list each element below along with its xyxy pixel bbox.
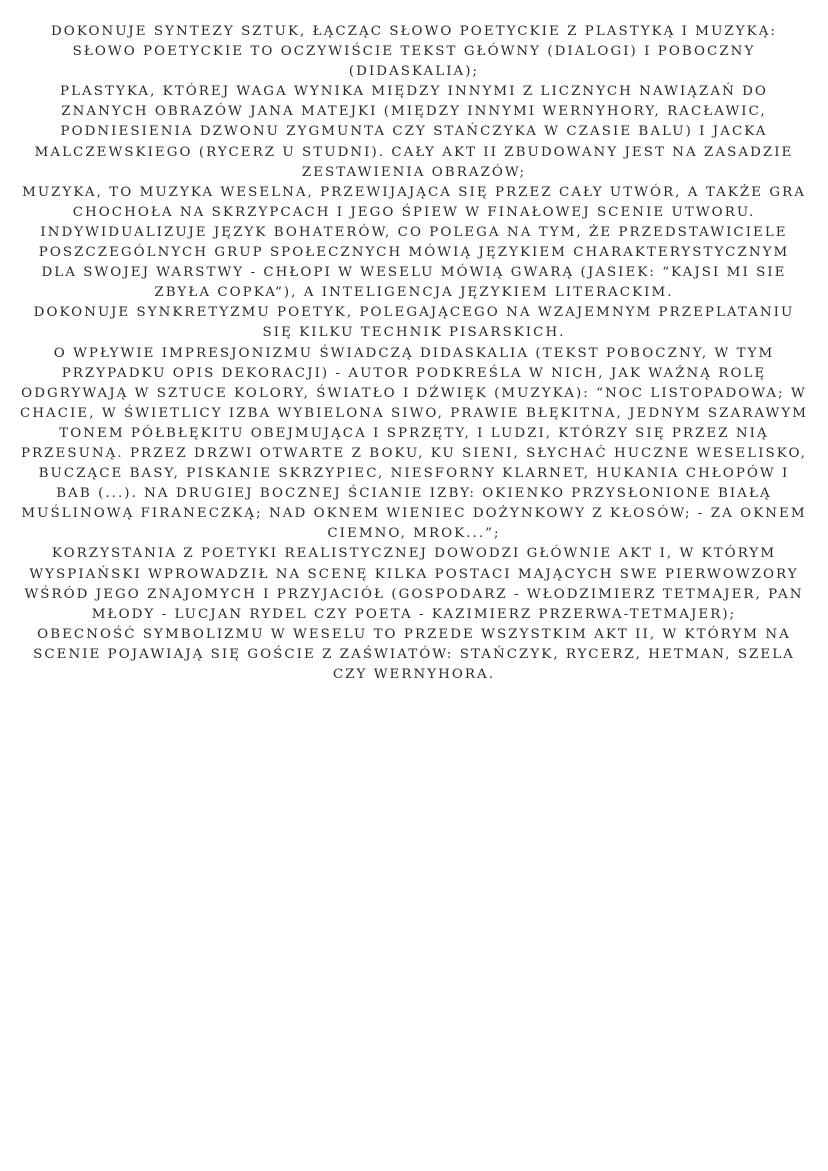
paragraph-visual-arts: PLASTYKA, KTÓREJ WAGA WYNIKA MIĘDZY INNYMI Z LICZNYCH NAWIĄZAŃ DO ZNANYCH OBRAZÓW JANA MATEJKI (MIĘDZY INNYMI WERNYHORY, RACŁAWIC, PODNIESIENIA DZWONU ZYGMUNTA CZY STAŃCZYKA W CZASIE BALU) I JACKA MALCZEWSKIEGO (RYCERZ U STUDNI). CAŁY AKT II ZBUDOWANY JEST NA ZASADZIE ZESTAWIENIA OBRAZÓW; (34, 84, 794, 180)
paragraph-impressionism: O WPŁYWIE IMPRESJONIZMU ŚWIADCZĄ DIDASKALIA (TEKST POBOCZNY, W TYM PRZYPADKU OPIS DEKORACJI) - AUTOR PODKREŚLA W NICH, JAK WAŻNĄ ROLĘ ODGRYWAJĄ W SZTUCE KOLORY, ŚWIATŁO I DŹWIĘK (MUZYKA): “NOC LISTOPADOWA; W CHACIE, W ŚWIETLICY IZBA WYBIELONA SIWO, PRAWIE BŁĘKITNA, JEDNYM SZARAWYM TONEM PÓŁBŁĘKITU OBEJMUJĄCA I SPRZĘTY, I LUDZI, KTÓRZY SIĘ PRZEZ NIĄ PRZESUNĄ. PRZEZ DRZWI OTWARTE Z BOKU, KU SIENI, SŁYCHAĆ HUCZNE WESELISKO, BUCZĄCE BASY, PISKANIE SKRZYPIEC, NIESFORNY KLARNET, HUKANIA CHŁOPÓW I BAB (...). NA DRUGIEJ BOCZNEJ ŚCIANIE IZBY: OKIENKO PRZYSŁONIONE BIAŁĄ MUŚLINOWĄ FIRANECZKĄ; NAD OKNEM WIENIEC DOŻYNKOWY Z KŁOSÓW; - ZA OKNEM CIEMNO, MROK...”; (20, 345, 808, 542)
paragraph-realism: KORZYSTANIA Z POETYKI REALISTYCZNEJ DOWODZI GŁÓWNIE AKT I, W KTÓRYM WYSPIAŃSKI WPROWADZIŁ NA SCENĘ KILKA POSTACI MAJĄCYCH SWE PIERWOWZORY WŚRÓD JEGO ZNAJOMYCH I PRZYJACIÓŁ (GOSPODARZ - WŁODZIMIERZ TETMAJER, PAN MŁODY - LUCJAN RYDEL CZY POETA - KAZIMIERZ PRZERWA-TETMAJER); (24, 546, 804, 622)
paragraph-syncretism: DOKONUJE SYNKRETYZMU POETYK, POLEGAJĄCEGO NA WZAJEMNYM PRZEPLATANIU SIĘ KILKU TECHNIK PISARSKICH. (33, 305, 795, 341)
paragraph-poetic-word: SŁOWO POETYCKIE TO OCZYWIŚCIE TEKST GŁÓWNY (DIALOGI) I POBOCZNY (DIDASKALIA); (72, 44, 756, 80)
paragraph-symbolism: OBECNOŚĆ SYMBOLIZMU W WESELU TO PRZEDE WSZYSTKIM AKT II, W KTÓRYM NA SCENIE POJAWIAJĄ SIĘ GOŚCIE Z ZAŚWIATÓW: STAŃCZYK, RYCERZ, HETMAN, SZELA CZY WERNYHORA. (33, 626, 795, 682)
paragraph-language-individualization: INDYWIDUALIZUJE JĘZYK BOHATERÓW, CO POLEGA NA TYM, ŻE PRZEDSTAWICIELE POSZCZEGÓLNYCH GRUP SPOŁECZNYCH MÓWIĄ JĘZYKIEM CHARAKTERYSTYCZNYM DLA SWOJEJ WARSTWY - CHŁOPI W WESELU MÓWIĄ GWARĄ (JASIEK: “KAJSI MI SIE ZBYŁA COPKA”), A INTELIGENCJA JĘZYKIEM LITERACKIM. (38, 224, 790, 301)
document-page (18, 22, 810, 685)
paragraph-music: MUZYKA, TO MUZYKA WESELNA, PRZEWIJAJĄCA SIĘ PRZEZ CAŁY UTWÓR, A TAKŻE GRA CHOCHOŁA NA SKRZYPCACH I JEGO ŚPIEW W FINAŁOWEJ SCENIE UTWORU. (22, 184, 806, 220)
paragraph-synthesis-of-arts: DOKONUJE SYNTEZY SZTUK, ŁĄCZĄC SŁOWO POETYCKIE Z PLASTYKĄ I MUZYKĄ: (51, 24, 777, 39)
